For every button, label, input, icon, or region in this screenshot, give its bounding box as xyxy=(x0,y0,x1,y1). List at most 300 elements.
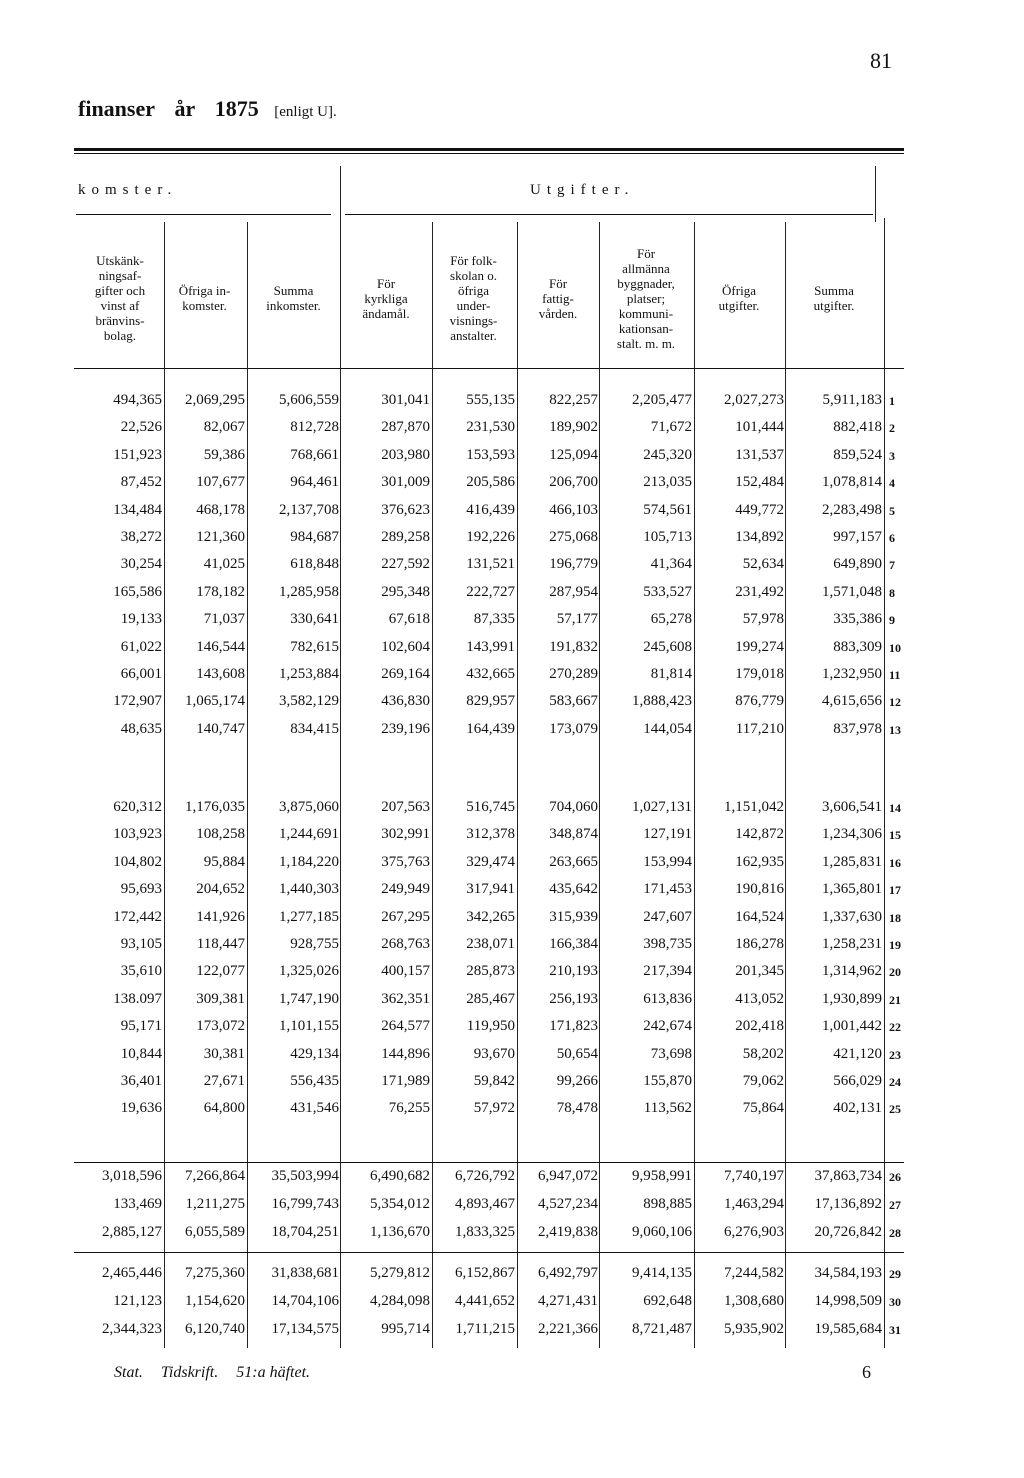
cell-summa-inkomster: 330,641 xyxy=(290,611,339,628)
cell-kyrkliga: 239,196 xyxy=(381,720,430,737)
column-header-utskankning: Utskänk- ningsaf- gifter och vinst af bränvins- bolag. xyxy=(94,253,146,343)
cell-ofriga-inkomster: 309,381 xyxy=(196,990,245,1007)
cell-utskankning: 494,365 xyxy=(113,392,162,408)
cell-ofriga-utgifter: 190,816 xyxy=(735,881,784,898)
cell-fattigvarden: 263,665 xyxy=(549,853,598,870)
column-header-fattigvarden: För fattig- vården. xyxy=(538,275,578,321)
cell-folkskolan: 205,586 xyxy=(466,474,515,491)
cell-summa-inkomster: 1,244,691 xyxy=(279,826,339,843)
cell-allmanna-byggnader: 398,735 xyxy=(643,936,692,952)
table-row xyxy=(0,799,1024,826)
cell-ofriga-inkomster: 204,652 xyxy=(196,881,245,898)
cell-summa-utgifter: 1,314,962 xyxy=(822,963,882,980)
cell-kyrkliga: 302,991 xyxy=(381,826,430,843)
cell-folkskolan: 192,226 xyxy=(466,529,515,545)
cell-ofriga-inkomster: 95,884 xyxy=(203,853,245,870)
cell-summa-utgifter: 14,998,509 xyxy=(814,1293,882,1309)
cell-folkskolan: 285,467 xyxy=(466,990,515,1007)
cell-ofriga-inkomster: 143,608 xyxy=(196,666,245,682)
cell-ofriga-utgifter: 134,892 xyxy=(735,529,784,545)
cell-summa-utgifter: 1,365,801 xyxy=(822,881,882,898)
cell-ofriga-inkomster: 6,055,589 xyxy=(185,1224,245,1240)
table-row xyxy=(0,1196,1024,1223)
cell-utskankning: 38,272 xyxy=(120,529,162,545)
cell-summa-inkomster: 782,615 xyxy=(290,638,339,655)
cell-summa-inkomster: 3,582,129 xyxy=(279,693,339,710)
cell-allmanna-byggnader: 41,364 xyxy=(650,556,692,573)
cell-fattigvarden: 206,700 xyxy=(549,474,598,491)
cell-summa-utgifter: 3,606,541 xyxy=(822,799,882,815)
table-row xyxy=(0,936,1024,963)
cell-folkskolan: 57,972 xyxy=(473,1100,515,1117)
cell-folkskolan: 93,670 xyxy=(473,1045,515,1062)
cell-ofriga-inkomster: 468,178 xyxy=(196,501,245,518)
cell-utskankning: 19,133 xyxy=(120,611,162,628)
cell-fattigvarden: 275,068 xyxy=(549,529,598,545)
cell-summa-inkomster: 556,435 xyxy=(290,1073,339,1089)
cell-summa-inkomster: 5,606,559 xyxy=(279,392,339,408)
cell-utskankning: 95,171 xyxy=(120,1018,162,1035)
cell-utskankning: 19,636 xyxy=(120,1100,162,1117)
row-number: 20 xyxy=(889,965,901,980)
cell-allmanna-byggnader: 9,414,135 xyxy=(632,1265,692,1281)
cell-kyrkliga: 5,354,012 xyxy=(370,1196,430,1212)
cell-ofriga-inkomster: 41,025 xyxy=(203,556,245,573)
table-row xyxy=(0,721,1024,748)
cell-summa-inkomster: 928,755 xyxy=(290,936,339,952)
cell-ofriga-inkomster: 140,747 xyxy=(196,720,245,737)
table-row xyxy=(0,963,1024,990)
heading-year: 1875 xyxy=(214,96,259,121)
cell-utskankning: 66,001 xyxy=(120,666,162,682)
cell-kyrkliga: 171,989 xyxy=(381,1073,430,1089)
cell-summa-inkomster: 1,184,220 xyxy=(279,853,339,870)
cell-summa-inkomster: 1,253,884 xyxy=(279,666,339,682)
table-row xyxy=(0,909,1024,936)
section-divider-rule xyxy=(340,166,341,222)
cell-folkskolan: 416,439 xyxy=(466,501,515,518)
cell-ofriga-inkomster: 1,154,620 xyxy=(185,1293,245,1309)
row-number: 22 xyxy=(889,1020,901,1035)
cell-ofriga-utgifter: 202,418 xyxy=(735,1018,784,1035)
cell-fattigvarden: 583,667 xyxy=(549,693,598,710)
cell-allmanna-byggnader: 8,721,487 xyxy=(632,1321,692,1337)
cell-summa-utgifter: 37,863,734 xyxy=(814,1168,882,1184)
cell-allmanna-byggnader: 1,027,131 xyxy=(632,799,692,815)
cell-summa-utgifter: 1,232,950 xyxy=(822,666,882,682)
cell-fattigvarden: 210,193 xyxy=(549,963,598,980)
cell-ofriga-inkomster: 27,671 xyxy=(203,1073,245,1089)
cell-summa-inkomster: 429,134 xyxy=(290,1045,339,1062)
cell-summa-utgifter: 19,585,684 xyxy=(814,1321,882,1337)
row-number: 21 xyxy=(889,992,901,1007)
cell-utskankning: 151,923 xyxy=(113,446,162,463)
table-row xyxy=(0,826,1024,853)
cell-ofriga-utgifter: 131,537 xyxy=(735,446,784,463)
cell-utskankning: 48,635 xyxy=(120,720,162,737)
cell-summa-inkomster: 3,875,060 xyxy=(279,799,339,815)
cell-summa-utgifter: 649,890 xyxy=(833,556,882,573)
cell-kyrkliga: 1,136,670 xyxy=(370,1224,430,1240)
cell-summa-inkomster: 812,728 xyxy=(290,419,339,436)
cell-summa-inkomster: 18,704,251 xyxy=(271,1224,339,1240)
table-row xyxy=(0,556,1024,583)
cell-folkskolan: 87,335 xyxy=(473,611,515,628)
cell-allmanna-byggnader: 65,278 xyxy=(650,611,692,628)
table-row xyxy=(0,1018,1024,1045)
row-number: 5 xyxy=(889,503,895,518)
table-row xyxy=(0,1265,1024,1292)
cell-ofriga-utgifter: 5,935,902 xyxy=(724,1321,784,1337)
cell-folkskolan: 555,135 xyxy=(466,392,515,408)
cell-summa-utgifter: 566,029 xyxy=(833,1073,882,1089)
cell-utskankning: 10,844 xyxy=(120,1045,162,1062)
cell-kyrkliga: 362,351 xyxy=(381,990,430,1007)
cell-ofriga-inkomster: 107,677 xyxy=(196,474,245,491)
cell-folkskolan: 231,530 xyxy=(466,419,515,436)
cell-summa-inkomster: 1,285,958 xyxy=(279,583,339,600)
cell-summa-inkomster: 431,546 xyxy=(290,1100,339,1117)
cell-kyrkliga: 267,295 xyxy=(381,908,430,925)
cell-folkskolan: 329,474 xyxy=(466,853,515,870)
row-number: 10 xyxy=(889,640,901,655)
table-row xyxy=(0,447,1024,474)
column-header-folkskolan: För folk- skolan o. öfriga under- visnings- anstalter. xyxy=(449,253,498,343)
section-divider-rule xyxy=(875,166,876,222)
table-row xyxy=(0,419,1024,446)
cell-utskankning: 93,105 xyxy=(120,936,162,952)
cell-ofriga-utgifter: 101,444 xyxy=(735,419,784,436)
cell-fattigvarden: 348,874 xyxy=(549,826,598,843)
cell-folkskolan: 4,441,652 xyxy=(455,1293,515,1309)
cell-folkskolan: 317,941 xyxy=(466,881,515,898)
cell-kyrkliga: 6,490,682 xyxy=(370,1168,430,1184)
cell-fattigvarden: 315,939 xyxy=(549,908,598,925)
table-row xyxy=(0,1293,1024,1320)
row-number: 26 xyxy=(889,1170,901,1184)
cell-folkskolan: 285,873 xyxy=(466,963,515,980)
cell-fattigvarden: 191,832 xyxy=(549,638,598,655)
cell-ofriga-utgifter: 199,274 xyxy=(735,638,784,655)
cell-summa-utgifter: 1,078,814 xyxy=(822,474,882,491)
cell-fattigvarden: 822,257 xyxy=(549,392,598,408)
row-number: 30 xyxy=(889,1295,901,1309)
heading-year-label: år xyxy=(174,96,196,121)
cell-summa-utgifter: 17,136,892 xyxy=(814,1196,882,1212)
table-row xyxy=(0,881,1024,908)
cell-ofriga-utgifter: 7,740,197 xyxy=(724,1168,784,1184)
cell-ofriga-inkomster: 146,544 xyxy=(196,638,245,655)
table-row xyxy=(0,666,1024,693)
cell-allmanna-byggnader: 533,527 xyxy=(643,583,692,600)
cell-kyrkliga: 268,763 xyxy=(381,936,430,952)
cell-kyrkliga: 301,009 xyxy=(381,474,430,491)
cell-ofriga-utgifter: 1,151,042 xyxy=(724,799,784,815)
row-number: 24 xyxy=(889,1075,901,1089)
cell-ofriga-utgifter: 57,978 xyxy=(742,611,784,628)
table-row xyxy=(0,474,1024,501)
expense-section-rule xyxy=(345,214,873,215)
column-header-summa-utgifter: Summa utgifter. xyxy=(813,283,855,313)
page-number: 81 xyxy=(870,48,892,73)
cell-kyrkliga: 207,563 xyxy=(381,799,430,815)
cell-folkskolan: 119,950 xyxy=(466,1018,515,1035)
cell-summa-utgifter: 5,911,183 xyxy=(822,392,882,408)
cell-summa-inkomster: 2,137,708 xyxy=(279,501,339,518)
cell-utskankning: 36,401 xyxy=(120,1073,162,1089)
cell-ofriga-inkomster: 71,037 xyxy=(203,611,245,628)
table-row xyxy=(0,1046,1024,1073)
cell-ofriga-utgifter: 876,779 xyxy=(735,693,784,710)
row-number: 9 xyxy=(889,613,895,628)
table-row xyxy=(0,529,1024,556)
cell-ofriga-inkomster: 1,065,174 xyxy=(185,693,245,710)
cell-fattigvarden: 166,384 xyxy=(549,936,598,952)
cell-allmanna-byggnader: 245,320 xyxy=(643,446,692,463)
row-number: 1 xyxy=(889,394,895,408)
row-number: 27 xyxy=(889,1198,901,1212)
cell-kyrkliga: 301,041 xyxy=(381,392,430,408)
cell-folkskolan: 238,071 xyxy=(466,936,515,952)
cell-summa-utgifter: 882,418 xyxy=(833,419,882,436)
cell-fattigvarden: 78,478 xyxy=(556,1100,598,1117)
cell-summa-inkomster: 16,799,743 xyxy=(271,1196,339,1212)
cell-allmanna-byggnader: 105,713 xyxy=(643,529,692,545)
footer-journal-abbr: Stat. xyxy=(114,1364,143,1381)
cell-folkskolan: 131,521 xyxy=(466,556,515,573)
cell-kyrkliga: 376,623 xyxy=(381,501,430,518)
cell-folkskolan: 312,378 xyxy=(466,826,515,843)
cell-kyrkliga: 5,279,812 xyxy=(370,1265,430,1281)
row-number: 31 xyxy=(889,1323,901,1337)
cell-kyrkliga: 269,164 xyxy=(381,666,430,682)
cell-folkskolan: 164,439 xyxy=(466,720,515,737)
cell-allmanna-byggnader: 171,453 xyxy=(643,881,692,898)
top-rule-thin xyxy=(74,153,904,154)
table-row xyxy=(0,584,1024,611)
footer-journal: Tidskrift. xyxy=(160,1364,219,1381)
cell-fattigvarden: 196,779 xyxy=(549,556,598,573)
row-number: 25 xyxy=(889,1102,901,1117)
cell-ofriga-utgifter: 413,052 xyxy=(735,990,784,1007)
row-number: 29 xyxy=(889,1267,901,1281)
cell-folkskolan: 6,152,867 xyxy=(455,1265,515,1281)
row-number: 12 xyxy=(889,695,901,710)
cell-allmanna-byggnader: 144,054 xyxy=(643,720,692,737)
cell-ofriga-inkomster: 121,360 xyxy=(196,529,245,545)
cell-kyrkliga: 295,348 xyxy=(381,583,430,600)
table-row xyxy=(0,854,1024,881)
column-header-summa-inkomster: Summa inkomster. xyxy=(266,283,321,313)
cell-ofriga-utgifter: 179,018 xyxy=(735,666,784,682)
cell-allmanna-byggnader: 613,836 xyxy=(643,990,692,1007)
cell-summa-utgifter: 20,726,842 xyxy=(814,1224,882,1240)
cell-fattigvarden: 270,289 xyxy=(549,666,598,682)
cell-summa-utgifter: 1,234,306 xyxy=(822,826,882,843)
cell-utskankning: 87,452 xyxy=(120,474,162,491)
cell-fattigvarden: 2,221,366 xyxy=(538,1321,598,1337)
cell-fattigvarden: 99,266 xyxy=(556,1073,598,1089)
cell-utskankning: 134,484 xyxy=(113,501,162,518)
cell-ofriga-utgifter: 75,864 xyxy=(742,1100,784,1117)
cell-summa-inkomster: 1,325,026 xyxy=(279,963,339,980)
cell-ofriga-inkomster: 173,072 xyxy=(196,1018,245,1035)
cell-ofriga-utgifter: 6,276,903 xyxy=(724,1224,784,1240)
income-section-rule xyxy=(76,214,331,215)
cell-allmanna-byggnader: 153,994 xyxy=(643,853,692,870)
sheet-number: 6 xyxy=(862,1362,871,1382)
heading-title: finanser xyxy=(78,96,155,121)
cell-fattigvarden: 173,079 xyxy=(549,720,598,737)
cell-summa-utgifter: 34,584,193 xyxy=(814,1265,882,1281)
row-number: 13 xyxy=(889,722,901,737)
table-row xyxy=(0,611,1024,638)
cell-ofriga-utgifter: 162,935 xyxy=(735,853,784,870)
cell-utskankning: 138.097 xyxy=(113,990,162,1007)
cell-fattigvarden: 125,094 xyxy=(549,446,598,463)
cell-fattigvarden: 287,954 xyxy=(549,583,598,600)
table-row xyxy=(0,1321,1024,1348)
cell-folkskolan: 1,711,215 xyxy=(455,1321,515,1337)
cell-allmanna-byggnader: 71,672 xyxy=(650,419,692,436)
cell-fattigvarden: 50,654 xyxy=(556,1045,598,1062)
cell-kyrkliga: 227,592 xyxy=(381,556,430,573)
cell-summa-utgifter: 1,571,048 xyxy=(822,583,882,600)
cell-fattigvarden: 256,193 xyxy=(549,990,598,1007)
section-income-label: komster. xyxy=(78,182,178,198)
cell-allmanna-byggnader: 127,191 xyxy=(643,826,692,843)
row-number: 17 xyxy=(889,883,901,898)
cell-allmanna-byggnader: 113,562 xyxy=(643,1100,692,1117)
cell-summa-utgifter: 421,120 xyxy=(833,1045,882,1062)
row-number: 16 xyxy=(889,855,901,870)
cell-allmanna-byggnader: 2,205,477 xyxy=(632,392,692,408)
cell-utskankning: 61,022 xyxy=(120,638,162,655)
cell-fattigvarden: 4,271,431 xyxy=(538,1293,598,1309)
row-number: 14 xyxy=(889,801,901,815)
cell-ofriga-inkomster: 2,069,295 xyxy=(185,392,245,408)
header-bottom-rule xyxy=(74,368,904,369)
cell-fattigvarden: 4,527,234 xyxy=(538,1196,598,1212)
row-number: 7 xyxy=(889,558,895,573)
column-header-ofriga-utgifter: Öfriga utgifter. xyxy=(718,283,760,313)
footer-citation xyxy=(114,1364,324,1382)
column-header-allmanna-byggnader: För allmänna byggnader, platser; kommuni- kationsan- stalt. m. m. xyxy=(616,245,676,351)
cell-kyrkliga: 289,258 xyxy=(381,529,430,545)
row-number: 6 xyxy=(889,531,895,545)
cell-ofriga-inkomster: 6,120,740 xyxy=(185,1321,245,1337)
cell-ofriga-inkomster: 7,275,360 xyxy=(185,1265,245,1281)
cell-allmanna-byggnader: 242,674 xyxy=(643,1018,692,1035)
cell-utskankning: 103,923 xyxy=(113,826,162,843)
cell-kyrkliga: 264,577 xyxy=(381,1018,430,1035)
cell-folkskolan: 59,842 xyxy=(473,1073,515,1089)
cell-utskankning: 121,123 xyxy=(113,1293,162,1309)
row-number: 18 xyxy=(889,910,901,925)
totals-rule xyxy=(74,1162,904,1163)
cell-allmanna-byggnader: 247,607 xyxy=(643,908,692,925)
cell-folkskolan: 516,745 xyxy=(466,799,515,815)
column-header-kyrkliga: För kyrkliga ändamål. xyxy=(362,275,410,321)
cell-ofriga-inkomster: 30,381 xyxy=(203,1045,245,1062)
cell-summa-inkomster: 1,440,303 xyxy=(279,881,339,898)
cell-allmanna-byggnader: 245,608 xyxy=(643,638,692,655)
row-number: 8 xyxy=(889,585,895,600)
cell-kyrkliga: 102,604 xyxy=(381,638,430,655)
cell-utskankning: 30,254 xyxy=(120,556,162,573)
cell-ofriga-inkomster: 118,447 xyxy=(196,936,245,952)
cell-summa-utgifter: 837,978 xyxy=(833,720,882,737)
cell-kyrkliga: 436,830 xyxy=(381,693,430,710)
cell-summa-inkomster: 964,461 xyxy=(290,474,339,491)
cell-kyrkliga: 4,284,098 xyxy=(370,1293,430,1309)
cell-folkskolan: 432,665 xyxy=(466,666,515,682)
cell-fattigvarden: 6,492,797 xyxy=(538,1265,598,1281)
table-row xyxy=(0,1100,1024,1127)
cell-allmanna-byggnader: 9,958,991 xyxy=(632,1168,692,1184)
cell-utskankning: 22,526 xyxy=(120,419,162,436)
row-number: 28 xyxy=(889,1226,901,1240)
cell-fattigvarden: 704,060 xyxy=(549,799,598,815)
cell-ofriga-utgifter: 152,484 xyxy=(735,474,784,491)
cell-allmanna-byggnader: 155,870 xyxy=(643,1073,692,1089)
cell-summa-inkomster: 1,277,185 xyxy=(279,908,339,925)
row-number: 19 xyxy=(889,938,901,952)
cell-kyrkliga: 144,896 xyxy=(381,1045,430,1062)
row-number: 3 xyxy=(889,448,895,463)
cell-utskankning: 172,907 xyxy=(113,693,162,710)
cell-ofriga-inkomster: 82,067 xyxy=(203,419,245,436)
footer-issue: 51:a häftet. xyxy=(236,1364,311,1381)
cell-summa-utgifter: 883,309 xyxy=(833,638,882,655)
cell-allmanna-byggnader: 1,888,423 xyxy=(632,693,692,710)
cell-utskankning: 95,693 xyxy=(120,881,162,898)
cell-ofriga-inkomster: 1,211,275 xyxy=(185,1196,245,1212)
cell-utskankning: 2,465,446 xyxy=(102,1265,162,1281)
cell-ofriga-inkomster: 59,386 xyxy=(203,446,245,463)
cell-ofriga-utgifter: 142,872 xyxy=(735,826,784,843)
cell-allmanna-byggnader: 574,561 xyxy=(643,501,692,518)
cell-fattigvarden: 57,177 xyxy=(556,611,598,628)
cell-allmanna-byggnader: 73,698 xyxy=(650,1045,692,1062)
cell-fattigvarden: 466,103 xyxy=(549,501,598,518)
cell-folkskolan: 342,265 xyxy=(466,908,515,925)
row-number: 15 xyxy=(889,828,901,843)
cell-kyrkliga: 400,157 xyxy=(381,963,430,980)
cell-folkskolan: 1,833,325 xyxy=(455,1224,515,1240)
cell-utskankning: 104,802 xyxy=(113,853,162,870)
cell-ofriga-inkomster: 1,176,035 xyxy=(185,799,245,815)
cell-allmanna-byggnader: 213,035 xyxy=(643,474,692,491)
cell-summa-inkomster: 1,101,155 xyxy=(279,1018,339,1035)
cell-summa-utgifter: 1,285,831 xyxy=(822,853,882,870)
cell-allmanna-byggnader: 81,814 xyxy=(650,666,692,682)
cell-ofriga-inkomster: 64,800 xyxy=(203,1100,245,1117)
cell-allmanna-byggnader: 898,885 xyxy=(643,1196,692,1212)
cell-summa-inkomster: 1,747,190 xyxy=(279,990,339,1007)
heading-source: [enligt U]. xyxy=(274,104,337,120)
row-number: 2 xyxy=(889,421,895,436)
top-rule xyxy=(74,148,904,151)
cell-summa-utgifter: 4,615,656 xyxy=(822,693,882,710)
column-header-ofriga-inkomster: Öfriga in- komster. xyxy=(178,283,231,313)
table-row xyxy=(0,1073,1024,1100)
cell-ofriga-utgifter: 1,463,294 xyxy=(724,1196,784,1212)
cell-fattigvarden: 189,902 xyxy=(549,419,598,436)
page-heading xyxy=(78,96,337,122)
cell-ofriga-utgifter: 117,210 xyxy=(735,720,784,737)
cell-summa-inkomster: 768,661 xyxy=(290,446,339,463)
